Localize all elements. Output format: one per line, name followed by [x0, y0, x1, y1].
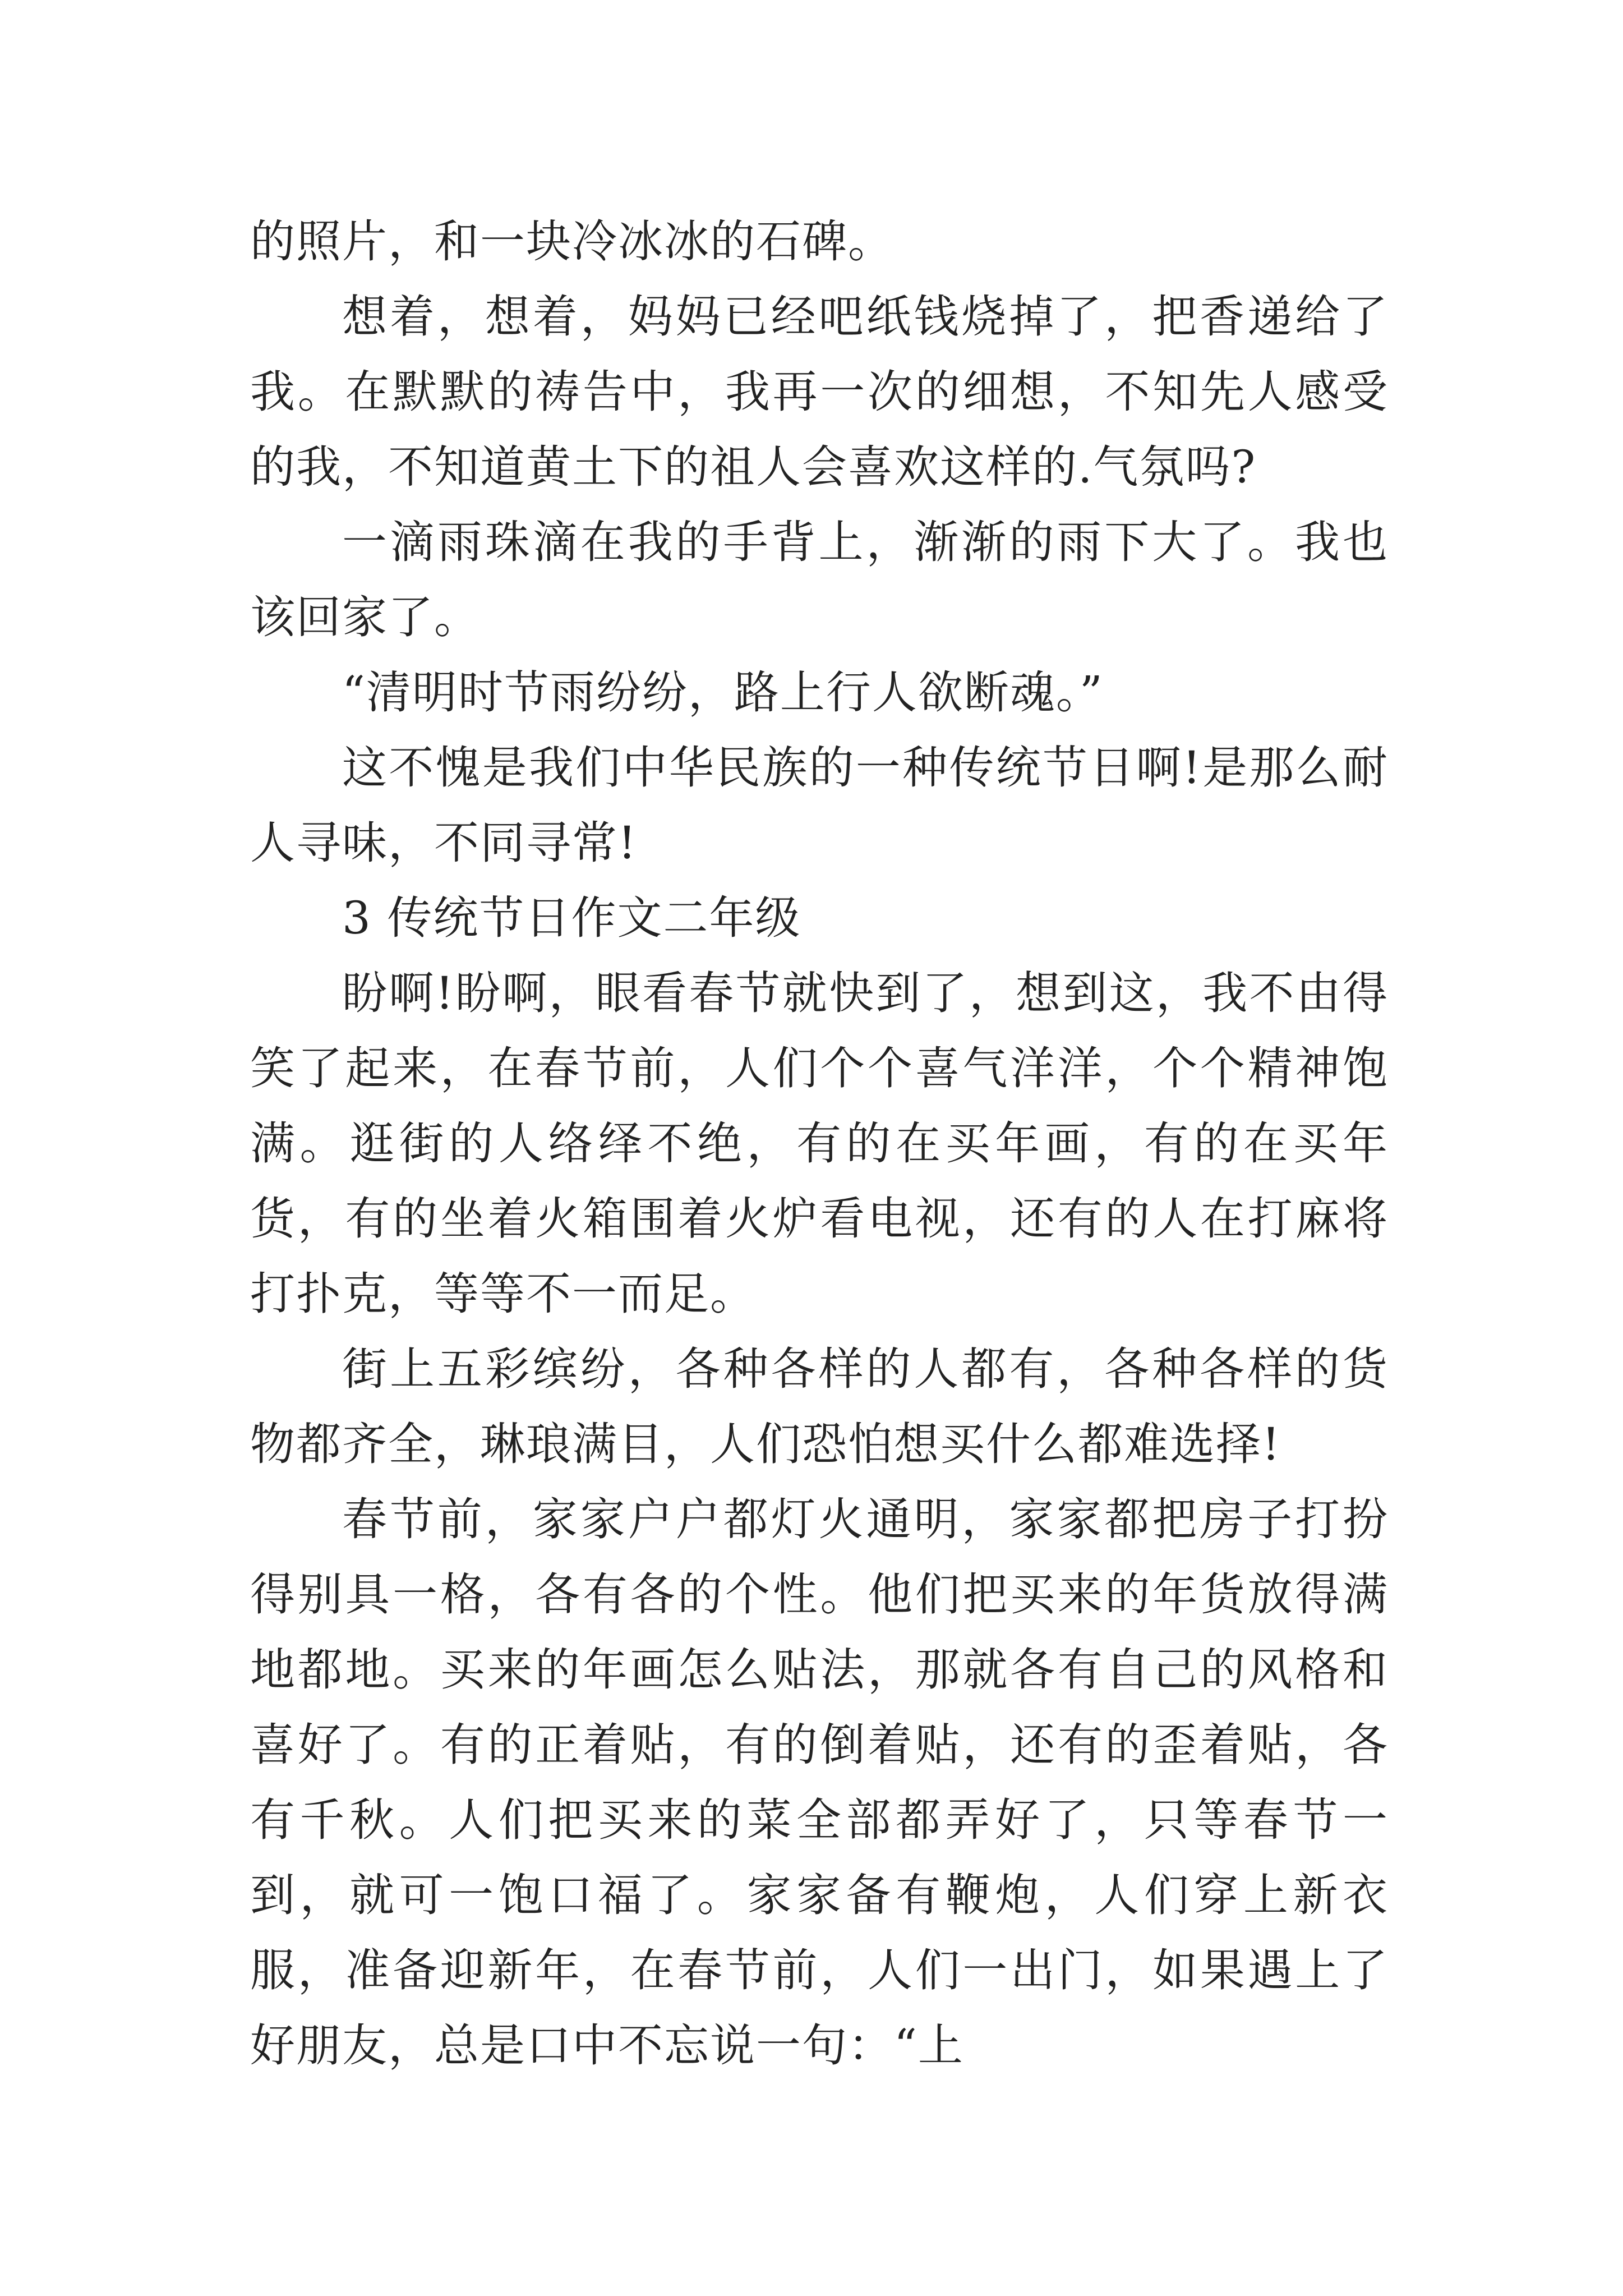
paragraph-household-preparation: 春节前，家家户户都灯火通明，家家都把房子打扮得别具一格，各有各的个性。他们把买来的年货放得满地都地。买来的年画怎么贴法，那就各有自己的风格和喜好了。有的正着贴，有的倒着贴，还有的歪着贴，各有千秋。人们把买来的菜全部都弄好了，只等春节一到，就可一饱口福了。家家备有鞭炮，人们穿上新衣服，准备迎新年，在春节前，人们一出门，如果遇上了好朋友，总是口中不忘说一句：“上 — [250, 1493, 1389, 2072]
section-heading: 3 传统节日作文二年级 — [342, 892, 801, 944]
paragraph-offering: 想着，想着，妈妈已经吧纸钱烧掉了，把香递给了我。在默默的祷告中，我再一次的细想，不知先人感受的我，不知道黄土下的祖人会喜欢这样的.气氛吗? — [250, 291, 1389, 493]
paragraph-poem: “清明时节雨纷纷，路上行人欲断魂。” — [342, 666, 1104, 719]
paragraph-rain: 一滴雨珠滴在我的手背上，渐渐的雨下大了。我也该回家了。 — [250, 516, 1389, 643]
paragraph-continuation: 的照片，和一块冷冰冰的石碑。 — [250, 215, 894, 268]
paragraph-spring-festival-anticipation: 盼啊!盼啊，眼看春节就快到了，想到这，我不由得笑了起来，在春节前，人们个个喜气洋洋，个个精神饱满。逛街的人络绎不绝，有的在买年画，有的在买年货，有的坐着火箱围着火炉看电视，还有的人在打麻将打扑克，等等不一而足。 — [250, 967, 1389, 1320]
paragraph-street-scene: 街上五彩缤纷，各种各样的人都有，各种各样的货物都齐全，琳琅满目，人们恐怕想买什么都难选择! — [250, 1343, 1389, 1470]
body-text — [250, 204, 1389, 2083]
paragraph-conclusion: 这不愧是我们中华民族的一种传统节日啊!是那么耐人寻味，不同寻常! — [250, 742, 1389, 869]
